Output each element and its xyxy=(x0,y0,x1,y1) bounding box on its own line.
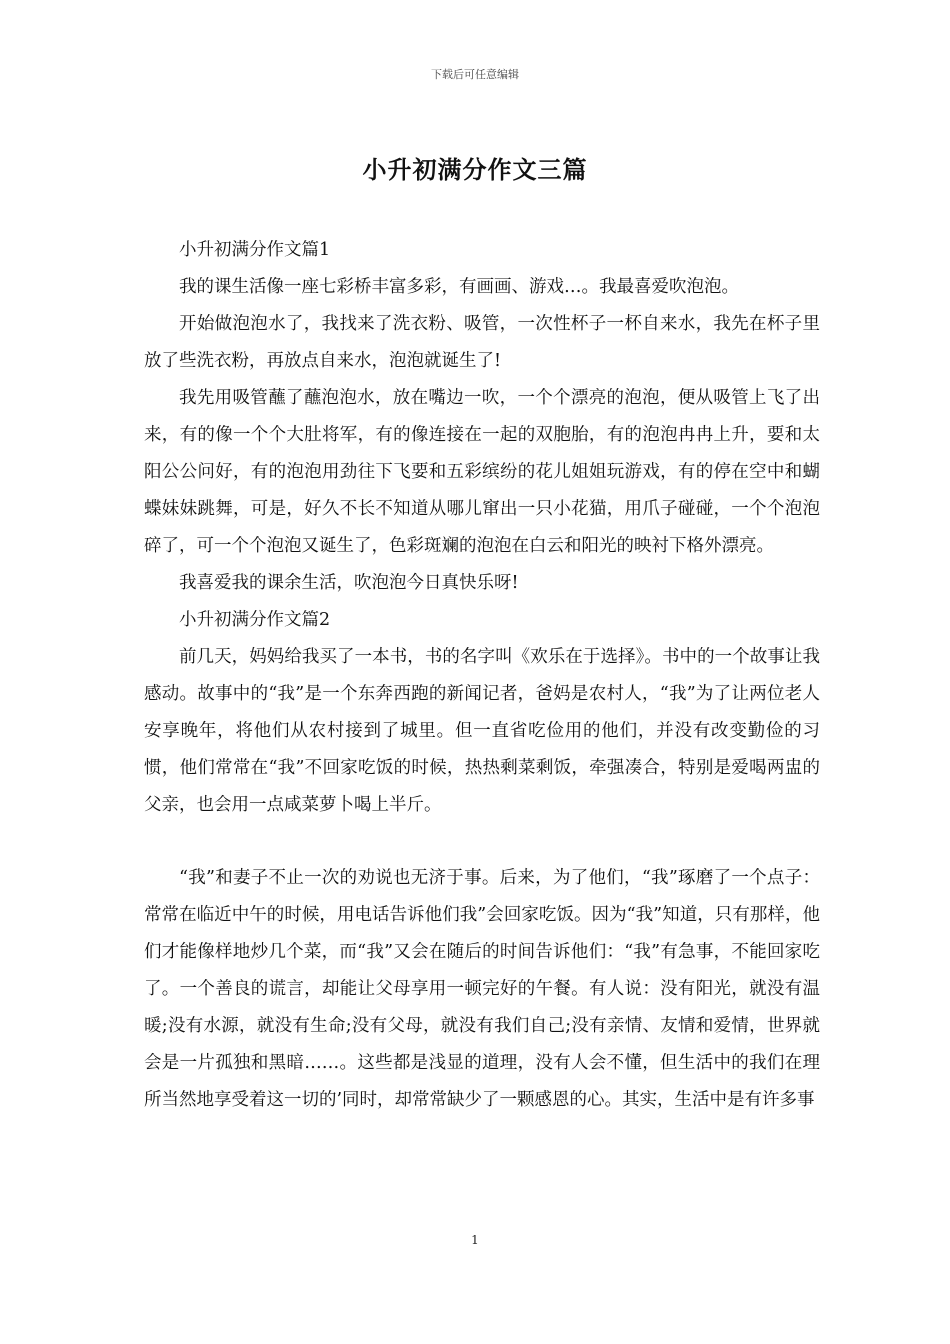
document-title: 小升初满分作文三篇 xyxy=(362,155,588,184)
document-body xyxy=(144,232,820,1119)
paragraph: 前几天，妈妈给我买了一本书，书的名字叫《欢乐在于选择》。书中的一个故事让我感动。故事中的“我”是一个东奔西跑的新闻记者，爸妈是农村人，“我”为了让两位老人安享晚年，将他们从农村接到了城里。但一直省吃俭用的他们，并没有改变勤俭的习惯，他们常常在“我”不回家吃饭的时候，热热剩菜剩饭，牵强凑合，特别是爱喝两盅的父亲，也会用一点咸菜萝卜喝上半斤。 xyxy=(144,647,820,815)
paragraph: 开始做泡泡水了，我找来了洗衣粉、吸管，一次性杯子一杯自来水，我先在杯子里放了些洗衣粉，再放点自来水，泡泡就诞生了! xyxy=(144,314,820,371)
header-note: 下载后可任意编辑 xyxy=(431,68,519,81)
paragraph: “我”和妻子不止一次的劝说也无济于事。后来，为了他们，“我”琢磨了一个点子：常常在临近中午的时候，用电话告诉他们我”会回家吃饭。因为“我”知道，只有那样，他们才能像样地炒几个菜，而“我”又会在随后的时间告诉他们：“我”有急事，不能回家吃了。一个善良的谎言，却能让父母享用一顿完好的午餐。有人说：没有阳光，就没有温暖;没有水源，就没有生命;没有父母，就没有我们自己;没有亲情、友情和爱情，世界就会是一片孤独和黑暗……。这些都是浅显的道理，没有人会不懂，但生活中的我们在理所当然地享受着这一切的’同时，却常常缺少了一颗感恩的心。其实，生活中是有许多事 xyxy=(144,868,820,1110)
essay-heading-2: 小升初满分作文篇2 xyxy=(179,610,331,630)
essay-heading-1: 小升初满分作文篇1 xyxy=(179,240,331,260)
paragraph: 我先用吸管蘸了蘸泡泡水，放在嘴边一吹，一个个漂亮的泡泡，便从吸管上飞了出来，有的像一个个大肚将军，有的像连接在一起的双胞胎，有的泡泡冉冉上升，要和太阳公公问好，有的泡泡用劲往下飞要和五彩缤纷的花儿姐姐玩游戏，有的停在空中和蝴蝶妹妹跳舞，可是，好久不长不知道从哪儿窜出一只小花猫，用爪子碰碰，一个个泡泡碎了，可一个个泡泡又诞生了，色彩斑斓的泡泡在白云和阳光的映衬下格外漂亮。 xyxy=(144,388,820,556)
paragraph: 我的课生活像一座七彩桥丰富多彩，有画画、游戏…。我最喜爱吹泡泡。 xyxy=(179,277,739,297)
page-number: 1 xyxy=(471,1233,479,1247)
paragraph-gap xyxy=(144,824,820,860)
paragraph: 我喜爱我的课余生活，吹泡泡今日真快乐呀! xyxy=(179,573,519,593)
